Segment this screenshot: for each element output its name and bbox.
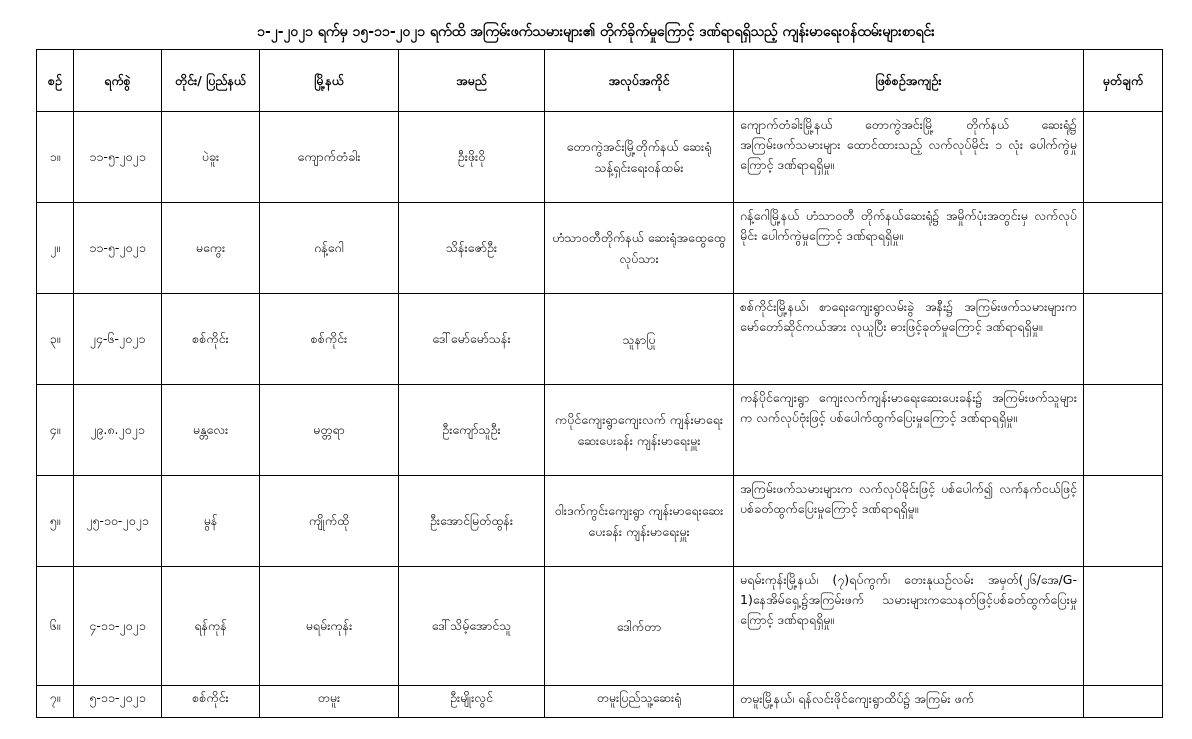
header-row [37,50,1163,112]
cell-name: ဒေါ်သိမ့်အောင်သူ [399,567,545,686]
header-region: တိုင်း/ ပြည်နယ် [162,50,260,112]
cell-region: ရန်ကုန် [162,567,260,686]
cell-region: မွန် [162,476,260,567]
cell-region: စစ်ကိုင်း [162,686,260,718]
cell-occupation: တောကွဲအင်းမြို့တိုက်နယ် ဆေးရုံသန့်ရှင်းရေးဝန်ထမ်း [545,112,734,203]
header-date: ရက်စွဲ [74,50,162,112]
cell-remark [1084,476,1163,567]
header-occupation: အလုပ်အကိုင် [545,50,734,112]
table-row [37,203,1163,294]
table-row [37,567,1163,686]
cell-date: ၁၁-၅-၂၀၂၁ [74,203,162,294]
header-name: အမည် [399,50,545,112]
cell-remark [1084,686,1163,718]
cell-region: မကွေး [162,203,260,294]
header-township: မြို့နယ် [260,50,399,112]
cell-region: မန္တလေး [162,385,260,476]
cell-name: ဒေါ်မော်မော်သန်း [399,294,545,385]
cell-date: ၂၉.၈.၂၀၂၁ [74,385,162,476]
cell-region: စစ်ကိုင်း [162,294,260,385]
cell-occupation: ဟံသာဝတီတိုက်နယ် ဆေးရုံအထွေထွေလုပ်သား [545,203,734,294]
cell-remark [1084,203,1163,294]
page-title: ၁-၂-၂၀၂၁ ရက်မှ ၁၅-၁၁-၂၀၂၁ ရက်ထိ အကြမ်းဖက်သမားများ၏ တိုက်ခိုက်မှုကြောင့် ဒဏ်ရာရရှိသည့် ကျန်းမာရေးဝန်ထမ်းများစာရင်း [257,24,935,40]
cell-no: ၆။ [37,567,74,686]
cell-township: မရမ်းကုန်း [260,567,399,686]
cell-name: သိန်းဇော်ဦး [399,203,545,294]
table-row [37,476,1163,567]
cell-township: ဂန့်ဂေါ [260,203,399,294]
cell-occupation: တမူးပြည်သူ့ဆေးရုံ [545,686,734,718]
cell-date: ၁၁-၅-၂၀၂၁ [74,112,162,203]
cell-occupation: သူနာပြု [545,294,734,385]
cell-summary: အကြမ်းဖက်သမားများက လက်လုပ်မိုင်းဖြင့် ပစ်ပေါက်၍ လက်နက်ငယ်ဖြင့် ပစ်ခတ်ထွက်ပြေးမှုကြောင့် ဒဏ်ရာရရှိမှု။ [734,476,1084,567]
cell-occupation: ဝါးဒက်ကွင်းကျေးရွာ ကျန်းမာရေးဆေးပေးခန်း ကျန်းမာရေးမှူး [545,476,734,567]
cell-remark [1084,567,1163,686]
cell-township: ကျိုက်ထို [260,476,399,567]
cell-township: ကျောက်တံခါး [260,112,399,203]
table-row [37,112,1163,203]
cell-township: စစ်ကိုင်း [260,294,399,385]
cell-date: ၂၄-၆-၂၀၂၁ [74,294,162,385]
cell-summary: စစ်ကိုင်းမြို့နယ်၊ စာရေးကျေးရွာလမ်းခွဲ အနီး၌ အကြမ်းဖက်သမားများက မော်တော်ဆိုင်ကယ်အား လုယူပြီး ဓားဖြင့်ခုတ်မှုကြောင့် ဒဏ်ရာရရှိမှု။ [734,294,1084,385]
cell-summary: ကျောက်တံခါးမြို့နယ် တောကွဲအင်းမြို့ တိုက်နယ် ဆေးရုံ၌ အကြမ်းဖက်သမားများ ထောင်ထားသည့် လက်လုပ်မိုင်း ၁ လုံး ပေါက်ကွဲမှုကြောင့် ဒဏ်ရာရရှိမှု။ [734,112,1084,203]
cell-no: ၁။ [37,112,74,203]
cell-date: ၅-၁၁-၂၀၂၁ [74,686,162,718]
cell-remark [1084,294,1163,385]
cell-date: ၄-၁၁-၂၀၂၁ [74,567,162,686]
cell-no: ၂။ [37,203,74,294]
cell-township: မတ္တရာ [260,385,399,476]
table-row [37,294,1163,385]
cell-summary: တမူးမြို့နယ်၊ ရန်လင်းဖိုင်ကျေးရွာထိပ်၌ အကြမ်း ဖက် [734,686,1084,718]
cell-no: ၃။ [37,294,74,385]
cell-summary: ဂန့်ဂေါမြို့နယ် ဟံသာဝတီ တိုက်နယ်ဆေးရုံ၌ အမှိုက်ပုံးအတွင်းမှ လက်လုပ်မိုင်း ပေါက်ကွဲမှုကြောင့် ဒဏ်ရာရရှိမှု။ [734,203,1084,294]
cell-township: တမူး [260,686,399,718]
header-no: စဉ် [37,50,74,112]
cell-name: ဦးကျော်သူဦး [399,385,545,476]
injured-staff-table [36,49,1163,718]
cell-summary: မရမ်းကုန်းမြို့နယ်၊ (၇)ရပ်ကွက်၊ တေးနုယဉ်လမ်း အမှတ်(၂၆/အေ/G-1)နေအိမ်ရှေ့၌အကြမ်းဖက် သမားများကသေနတ်ဖြင့်ပစ်ခတ်ထွက်ပြေးမှုကြောင့် ဒဏ်ရာရရှိမှု။ [734,567,1084,686]
cell-remark [1084,112,1163,203]
cell-name: ဦးဖိုးဝို [399,112,545,203]
cell-date: ၂၅-၁၀-၂၀၂၁ [74,476,162,567]
cell-occupation: ဒေါက်တာ [545,567,734,686]
cell-remark [1084,385,1163,476]
cell-name: ဦးမျိုးလွင် [399,686,545,718]
table-row [37,385,1163,476]
cell-no: ၅။ [37,476,74,567]
cell-no: ၇။ [37,686,74,718]
cell-occupation: ကပိုင်ကျေးရွာကျေးလက် ကျန်းမာရေးဆေးပေးခန်း ကျန်းမာရေးမှူး [545,385,734,476]
cell-summary: ကန်ပိုင်ကျေးရွာ ကျေးလက်ကျန်းမာရေးဆေးပေးခန်း၌ အကြမ်းဖက်သူများက လက်လုပ်ဗုံးဖြင့် ပစ်ပေါက်ထွက်ပြေးမှုကြောင့် ဒဏ်ရာရရှိမှု။ [734,385,1084,476]
cell-name: ဦးအောင်မြတ်ထွန်း [399,476,545,567]
table-row [37,686,1163,718]
cell-no: ၄။ [37,385,74,476]
header-summary: ဖြစ်စဉ်အကျဉ်း [734,50,1084,112]
cell-region: ပဲခူး [162,112,260,203]
header-remark: မှတ်ချက် [1084,50,1163,112]
